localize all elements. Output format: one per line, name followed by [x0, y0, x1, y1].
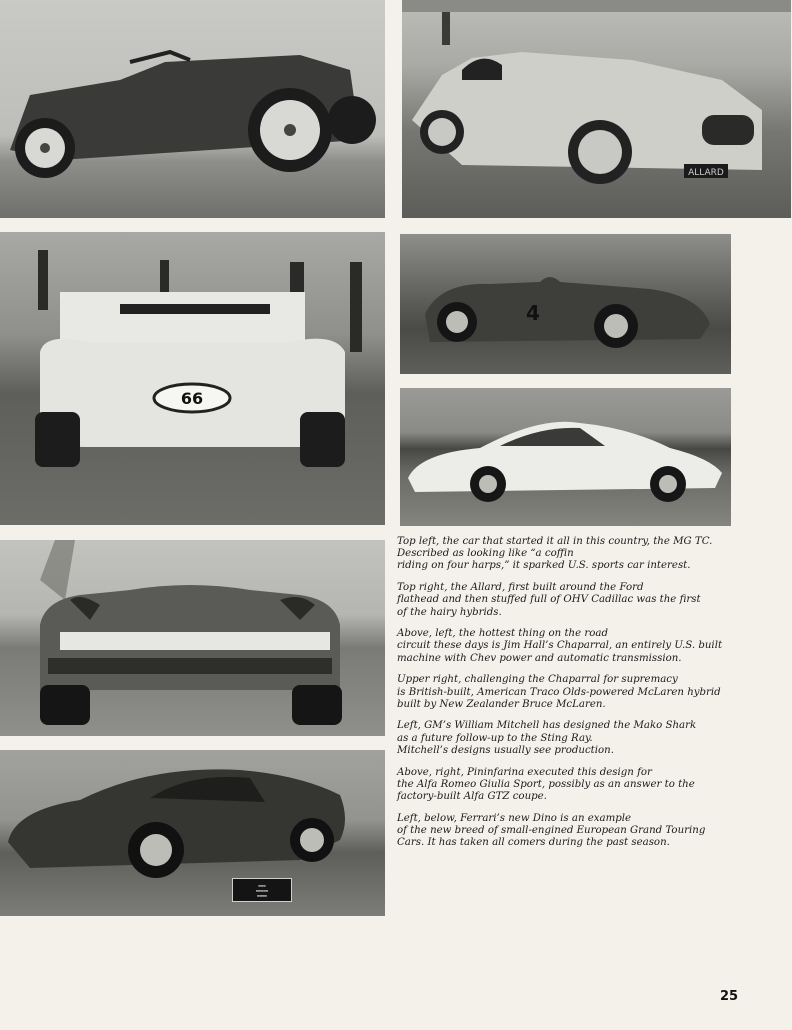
allard-plate: ALLARD — [688, 168, 724, 178]
mclaren-number: 4 — [526, 301, 540, 325]
caption-mako-shark: Left, GM’s William Mitchell has designed the Mako Shark as a future follow-up to the Sting Ray. Mitchell’s designs usually see production. — [397, 720, 697, 756]
page-number: 25 — [720, 989, 739, 1004]
photo-allard — [402, 0, 791, 218]
photo-mako-shark — [0, 540, 385, 736]
caption-pininfarina-giulia: Above, right, Pininfarina executed this design for the Alfa Romeo Giulia Sport, possibly as an answer to the factory-built Alfa GTZ coupe. — [397, 766, 695, 802]
photo-dino — [0, 750, 385, 916]
caption-mg-tc: Top left, the car that started it all in this country, the MG TC. Described as looking like “a coffin riding on four harps,” it sparked U.S. sports car interest. — [397, 536, 713, 572]
captions-block — [397, 536, 742, 859]
caption-allard: Top right, the Allard, first built around the Ford flathead and then stuffed full of OHV Cadillac was the first of the hairy hybrids. — [397, 582, 701, 618]
photo-mclaren — [400, 234, 731, 374]
display-placard: ▬▬▬ ▬▬▬▬▬ ▬▬▬▬ — [232, 878, 292, 902]
photo-mg-tc — [0, 0, 385, 218]
photo-pininfarina-giulia — [400, 388, 731, 526]
photo-chaparral — [0, 232, 385, 525]
caption-dino: Left, below, Ferrari’s new Dino is an example of the new breed of small-engined European Grand Touring Cars. It has taken all comers during the past season. — [397, 812, 706, 849]
chaparral-number: 66 — [180, 389, 204, 408]
caption-mclaren: Upper right, challenging the Chaparral for supremacy is British-built, American Traco Olds-powered McLaren hybrid built by New Zealander Bruce McLaren. — [397, 674, 721, 710]
caption-chaparral: Above, left, the hottest thing on the road circuit these days is Jim Hall’s Chaparral, an entirely U.S. built machine with Chev power and automatic transmission. — [397, 628, 723, 664]
